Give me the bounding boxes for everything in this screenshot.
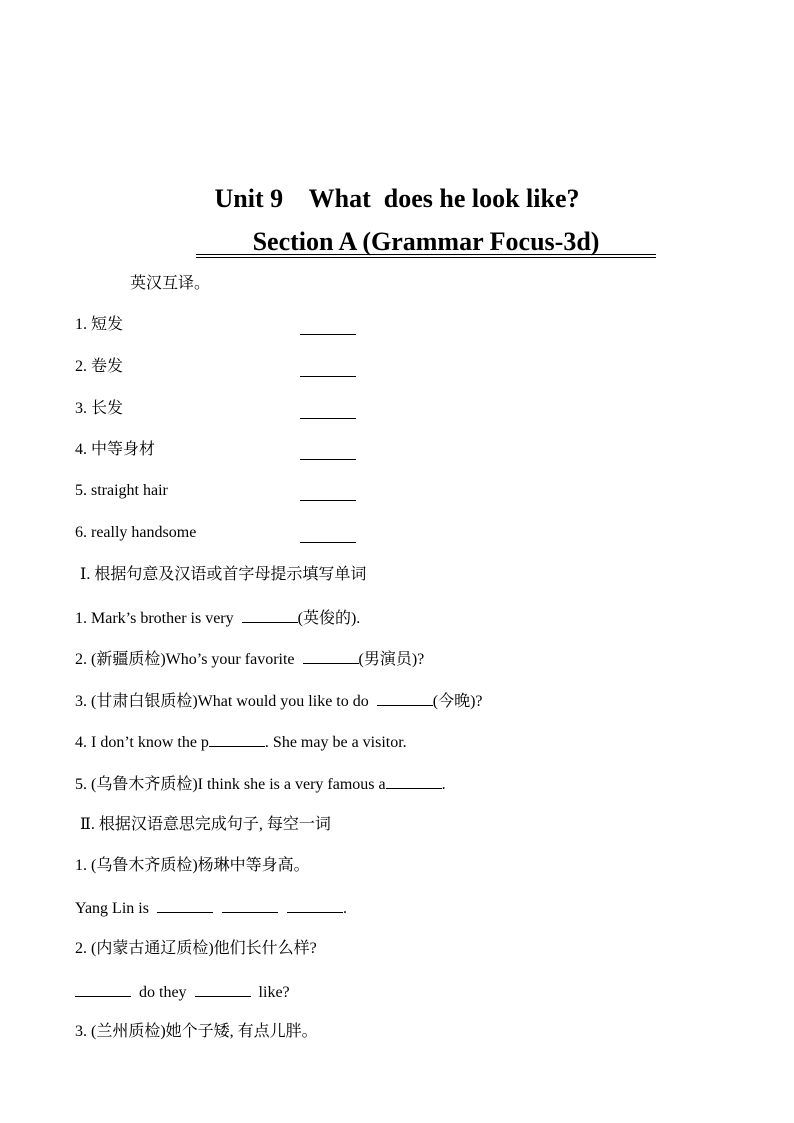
part1-q5-end: . — [441, 776, 446, 793]
part2-a1-end: . — [342, 900, 347, 917]
section-title: Section A (Grammar Focus-3d) — [252, 227, 600, 256]
unit-title: Unit 9 What does he look like? — [214, 184, 580, 213]
part1-question-4 — [75, 730, 407, 754]
part2-a2-mid2: like? — [250, 984, 290, 1001]
part2-heading: Ⅱ. 根据汉语意思完成句子, 每空一词 — [80, 816, 331, 833]
part1-q5-blank[interactable] — [386, 772, 442, 789]
part1-q4-rest: . She may be a visitor. — [264, 734, 407, 751]
part2-answer-1 — [75, 896, 347, 920]
part1-q3-text: 3. (甘肃白银质检)What would you like to do — [75, 693, 377, 710]
part2-a1-blank-2[interactable] — [222, 896, 278, 913]
part1-q1-blank[interactable] — [242, 606, 298, 623]
vocab-blank-4[interactable] — [300, 459, 356, 460]
part1-q2-hint: (男演员)? — [358, 651, 425, 668]
vocab-blank-3[interactable] — [300, 418, 356, 419]
vocab-blank-2[interactable] — [300, 376, 356, 377]
part1-q4-blank[interactable] — [209, 730, 265, 747]
part1-q2-text: 2. (新疆质检)Who’s your favorite — [75, 651, 303, 668]
part2-prompt-1: 1. (乌鲁木齐质检)杨琳中等身高。 — [75, 857, 310, 874]
part2-a1-text: Yang Lin is — [75, 900, 157, 917]
part1-q1-text: 1. Mark’s brother is very — [75, 610, 242, 627]
part2-a1-blank-1[interactable] — [157, 896, 213, 913]
vocab-blank-5[interactable] — [300, 500, 356, 501]
vocab-blank-1[interactable] — [300, 334, 356, 335]
part1-q1-hint: (英俊的). — [297, 610, 361, 627]
vocab-item-6: 6. really handsome — [75, 524, 197, 541]
part1-q5-text: 5. (乌鲁木齐质检)I think she is a very famous a — [75, 776, 386, 793]
part2-a2-blank-1[interactable] — [75, 980, 131, 997]
vocab-item-5: 5. straight hair — [75, 482, 168, 499]
part1-q3-blank[interactable] — [377, 689, 433, 706]
vocab-item-1: 1. 短发 — [75, 316, 124, 333]
vocab-item-4: 4. 中等身材 — [75, 441, 156, 458]
part1-question-2 — [75, 647, 424, 671]
part1-q2-blank[interactable] — [303, 647, 359, 664]
part2-a2-mid1: do they — [131, 984, 195, 1001]
section-title-double-rule — [196, 257, 656, 258]
part1-heading: Ⅰ. 根据句意及汉语或首字母提示填写单词 — [80, 566, 367, 583]
part1-q3-hint: (今晚)? — [432, 693, 483, 710]
vocab-blank-6[interactable] — [300, 542, 356, 543]
vocab-item-2: 2. 卷发 — [75, 358, 124, 375]
part2-prompt-3: 3. (兰州质检)她个子矮, 有点儿胖。 — [75, 1023, 318, 1040]
part2-answer-2 — [75, 980, 290, 1004]
part1-question-3 — [75, 689, 483, 713]
part1-question-1 — [75, 606, 360, 630]
vocab-item-3: 3. 长发 — [75, 400, 124, 417]
part2-prompt-2: 2. (内蒙古通辽质检)他们长什么样? — [75, 940, 317, 957]
part1-q4-text: 4. I don’t know the p — [75, 734, 209, 751]
vocab-instruction: 英汉互译。 — [130, 275, 211, 292]
section-title-underline — [196, 254, 656, 255]
part2-a2-blank-2[interactable] — [195, 980, 251, 997]
part2-a1-blank-3[interactable] — [287, 896, 343, 913]
part1-question-5 — [75, 772, 446, 796]
